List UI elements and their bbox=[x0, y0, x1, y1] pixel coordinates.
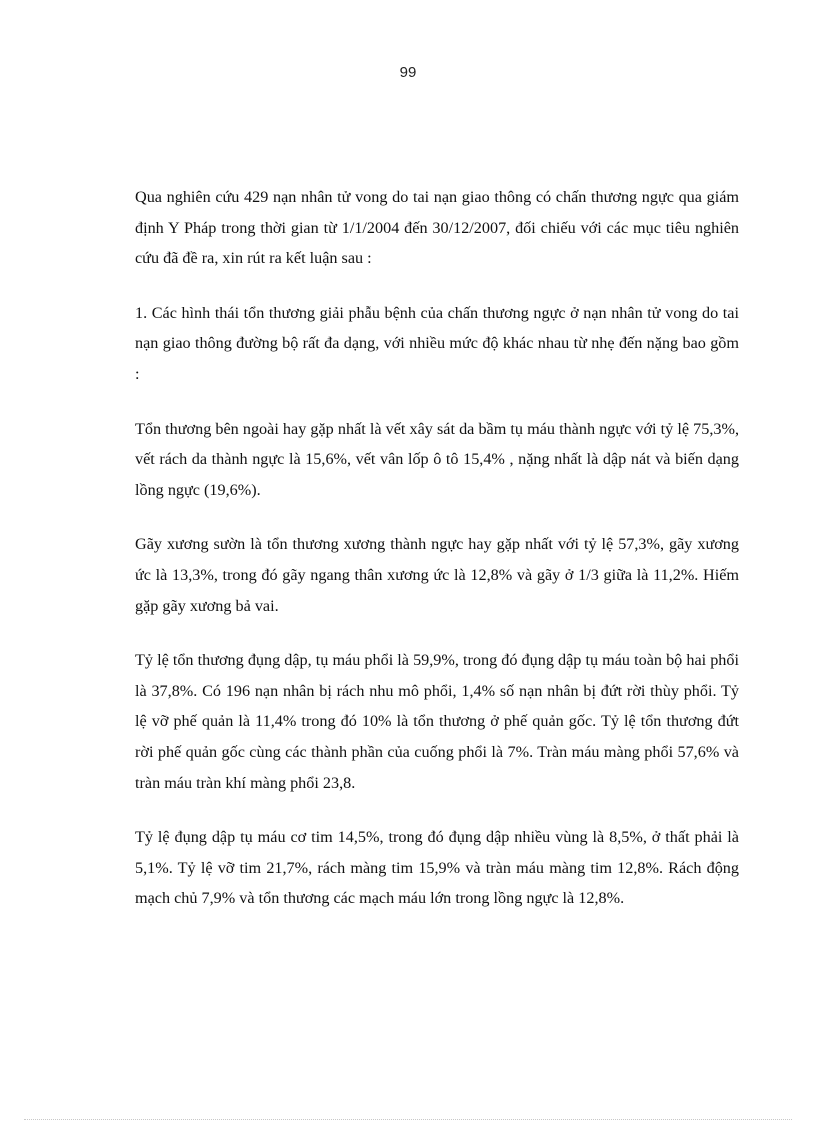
heart-injury-paragraph: Tỷ lệ đụng dập tụ máu cơ tim 14,5%, trong đó đụng dập nhiều vùng là 8,5%, ở thất phải là 5,1%. Tỷ lệ vỡ tim 21,7%, rách màng tim 15,9% và tràn máu màng tim 12,8%. Rách động mạch chủ 7,9% và tổn thương các mạch máu lớn trong lồng ngực là 12,8%. bbox=[135, 828, 739, 908]
rib-fracture-paragraph: Gãy xương sườn là tổn thương xương thành ngực hay gặp nhất với tỷ lệ 57,3%, gãy xương ức là 13,3%, trong đó gãy ngang thân xương ức là 12,8% và gãy ở 1/3 giữa là 11,2%. Hiếm gặp gãy xương bả vai. bbox=[135, 535, 739, 615]
document-body bbox=[135, 182, 739, 938]
page-number: 99 bbox=[399, 64, 417, 81]
external-injury-paragraph: Tổn thương bên ngoài hay gặp nhất là vết xây sát da bầm tụ máu thành ngực với tỷ lệ 75,3%, vết rách da thành ngực là 15,6%, vết vân lốp ô tô 15,4% , nặng nhất là dập nát và biến dạng lồng ngực (19,6%). bbox=[135, 419, 739, 499]
conclusion-1-paragraph: 1. Các hình thái tổn thương giải phẫu bệnh của chấn thương ngực ở nạn nhân tử vong do tai nạn giao thông đường bộ rất đa dạng, với nhiều mức độ khác nhau từ nhẹ đến nặng bao gồm : bbox=[135, 303, 739, 383]
page-bottom-divider bbox=[24, 1119, 792, 1120]
intro-paragraph: Qua nghiên cứu 429 nạn nhân tử vong do tai nạn giao thông có chấn thương ngực qua giám định Y Pháp trong thời gian từ 1/1/2004 đến 30/12/2007, đối chiếu với các mục tiêu nghiên cứu đã đề ra, xin rút ra kết luận sau : bbox=[135, 188, 739, 268]
lung-injury-paragraph: Tỷ lệ tổn thương đụng dập, tụ máu phổi là 59,9%, trong đó đụng dập tụ máu toàn bộ hai phổi là 37,8%. Có 196 nạn nhân bị rách nhu mô phổi, 1,4% số nạn nhân bị đứt rời thùy phổi. Tỷ lệ vỡ phế quản là 11,4% trong đó 10% là tổn thương ở phế quản gốc. Tỷ lệ tổn thương đứt rời phế quản gốc cùng các thành phần của cuống phổi là 7%. Tràn máu màng phổi 57,6% và tràn máu tràn khí màng phổi 23,8. bbox=[135, 651, 739, 792]
